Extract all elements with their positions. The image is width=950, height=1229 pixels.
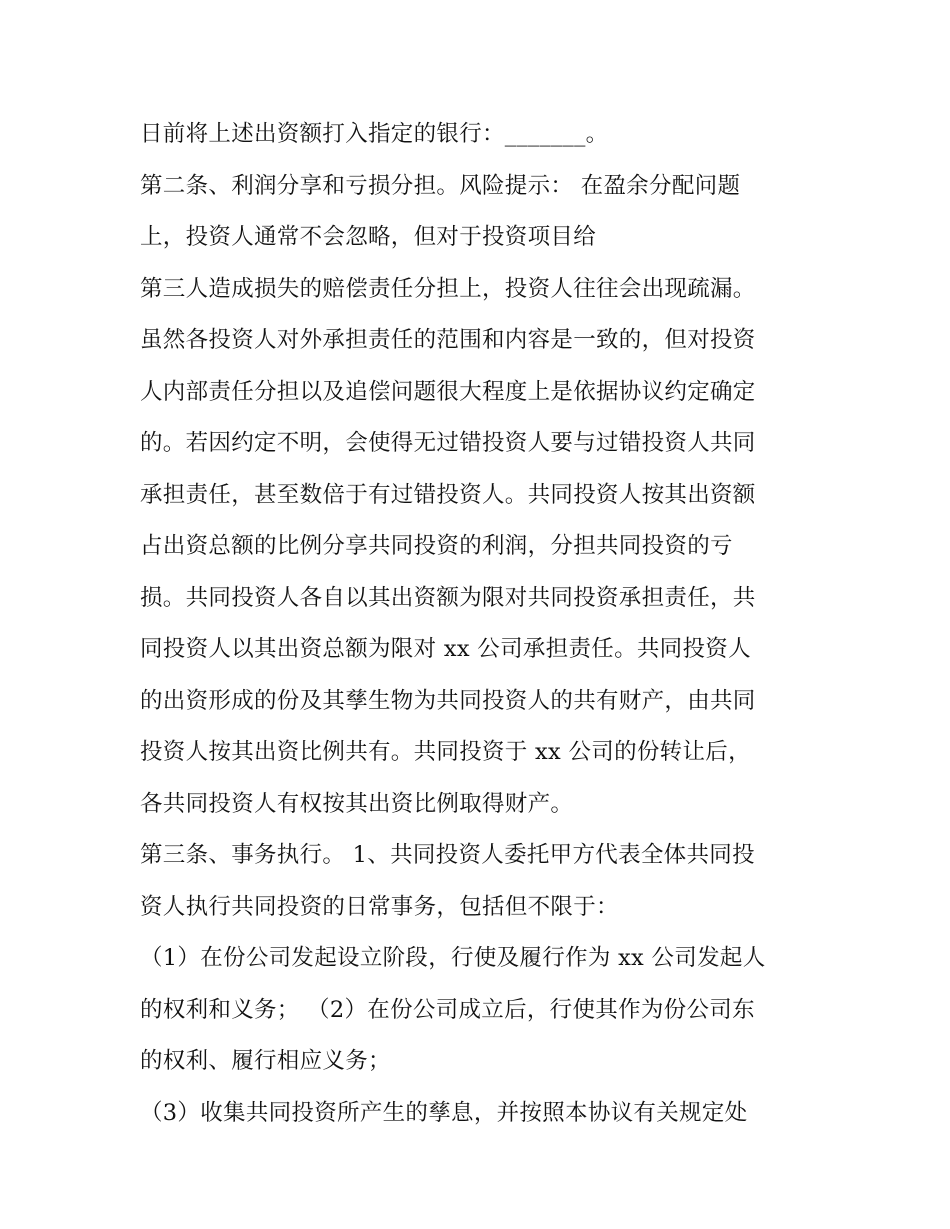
text-line: 的权利和义务； （2）在份公司成立后，行使其作为份公司东 <box>140 996 755 1023</box>
text-line: 资人执行共同投资的日常事务，包括但不限于： <box>140 893 619 920</box>
text-line: 投资人按其出资比例共有。共同投资于 xx 公司的份转让后， <box>140 739 751 765</box>
text-line: 的。若因约定不明，会使得无过错投资人要与过错投资人共同 <box>140 430 756 456</box>
text-line: 第三条、事务执行。 1、共同投资人委托甲方代表全体共同投 <box>140 842 755 868</box>
text-line: 的权利、履行相应义务； <box>140 1048 391 1074</box>
text-line: （3）收集共同投资所产生的孳息，并按照本协议有关规定处 <box>140 1099 748 1126</box>
text-line: 承担责任，甚至数倍于有过错投资人。共同投资人按其出资额 <box>140 481 756 508</box>
text-line: 占出资总额的比例分享共同投资的利润，分担共同投资的亏 <box>140 533 733 559</box>
text-line: 上，投资人通常不会忽略，但对于投资项目给 <box>140 224 597 250</box>
text-line: 第二条、利润分享和亏损分担。风险提示： 在盈余分配问题 <box>140 172 741 199</box>
text-line: 各共同投资人有权按其出资比例取得财产。 <box>140 790 574 817</box>
text-line: 人内部责任分担以及追偿问题很大程度上是依据协议约定确定 <box>140 378 756 405</box>
text-line: 日前将上述出资额打入指定的银行：_______。 <box>140 121 609 147</box>
document-body <box>140 109 830 1139</box>
text-line: （1）在份公司发起设立阶段，行使及履行作为 xx 公司发起人 <box>140 945 766 971</box>
text-line: 损。共同投资人各自以其出资额为限对共同投资承担责任，共 <box>140 584 756 611</box>
text-line: 同投资人以其出资总额为限对 xx 公司承担责任。共同投资人 <box>140 636 751 662</box>
text-line: 第三人造成损失的赔偿责任分担上，投资人往往会出现疏漏。 <box>140 275 756 302</box>
text-line: 的出资形成的份及其孳生物为共同投资人的共有财产，由共同 <box>140 687 756 714</box>
text-line: 虽然各投资人对外承担责任的范围和内容是一致的，但对投资 <box>140 327 756 353</box>
